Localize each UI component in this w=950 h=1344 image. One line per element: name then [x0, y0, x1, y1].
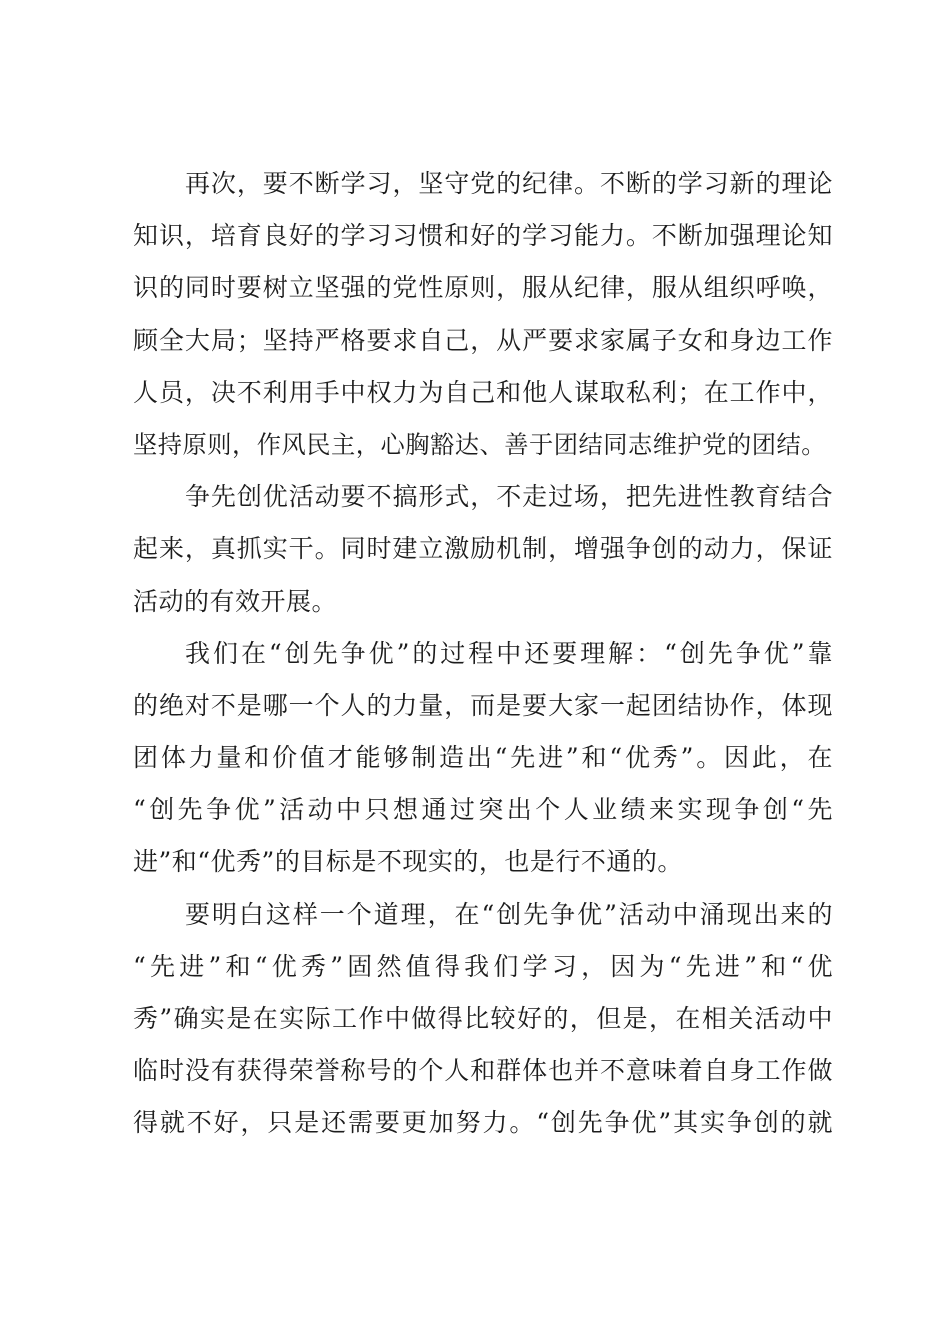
paragraph-2 — [133, 471, 833, 628]
paragraph-3 — [133, 628, 833, 889]
paragraph-4 — [133, 889, 833, 1150]
text-line: 我们在“创先争优”的过程中还要理解：“创先争优”靠 — [185, 638, 833, 668]
text-line: 识的同时要树立坚强的党性原则，服从纪律，服从组织呼唤， — [133, 273, 833, 303]
text-line: 得就不好，只是还需要更加努力。“创先争优”其实争创的就 — [133, 1108, 833, 1138]
text-line: “创先争优”活动中只想通过突出个人业绩来实现争创“先 — [133, 795, 833, 825]
text-line: 要明白这样一个道理，在“创先争优”活动中涌现出来的 — [185, 899, 833, 929]
paragraph-1 — [133, 158, 833, 471]
text-line: 争先创优活动要不搞形式，不走过场，把先进性教育结合 — [185, 482, 833, 512]
text-line: 团体力量和价值才能够制造出“先进”和“优秀”。因此，在 — [133, 743, 833, 773]
text-line: 的绝对不是哪一个人的力量，而是要大家一起团结协作，体现 — [133, 690, 833, 720]
text-line: “先进”和“优秀”固然值得我们学习，因为“先进”和“优 — [133, 951, 833, 981]
text-line: 起来，真抓实干。同时建立激励机制，增强争创的动力，保证 — [133, 534, 833, 564]
text-line: 顾全大局；坚持严格要求自己，从严要求家属子女和身边工作 — [133, 325, 833, 355]
text-line: 人员，决不利用手中权力为自己和他人谋取私利；在工作中， — [133, 377, 833, 407]
text-line: 坚持原则，作风民主，心胸豁达、善于团结同志维护党的团结。 — [133, 429, 827, 459]
text-line: 知识，培育良好的学习习惯和好的学习能力。不断加强理论知 — [133, 221, 833, 251]
document-body — [133, 158, 833, 1150]
text-line: 再次，要不断学习，坚守党的纪律。不断的学习新的理论 — [185, 169, 833, 198]
text-line: 临时没有获得荣誉称号的个人和群体也并不意味着自身工作做 — [133, 1056, 833, 1086]
text-line: 活动的有效开展。 — [133, 586, 338, 616]
text-line: 秀”确实是在实际工作中做得比较好的，但是，在相关活动中 — [133, 1004, 833, 1033]
text-line: 进”和“优秀”的目标是不现实的，也是行不通的。 — [133, 847, 683, 877]
